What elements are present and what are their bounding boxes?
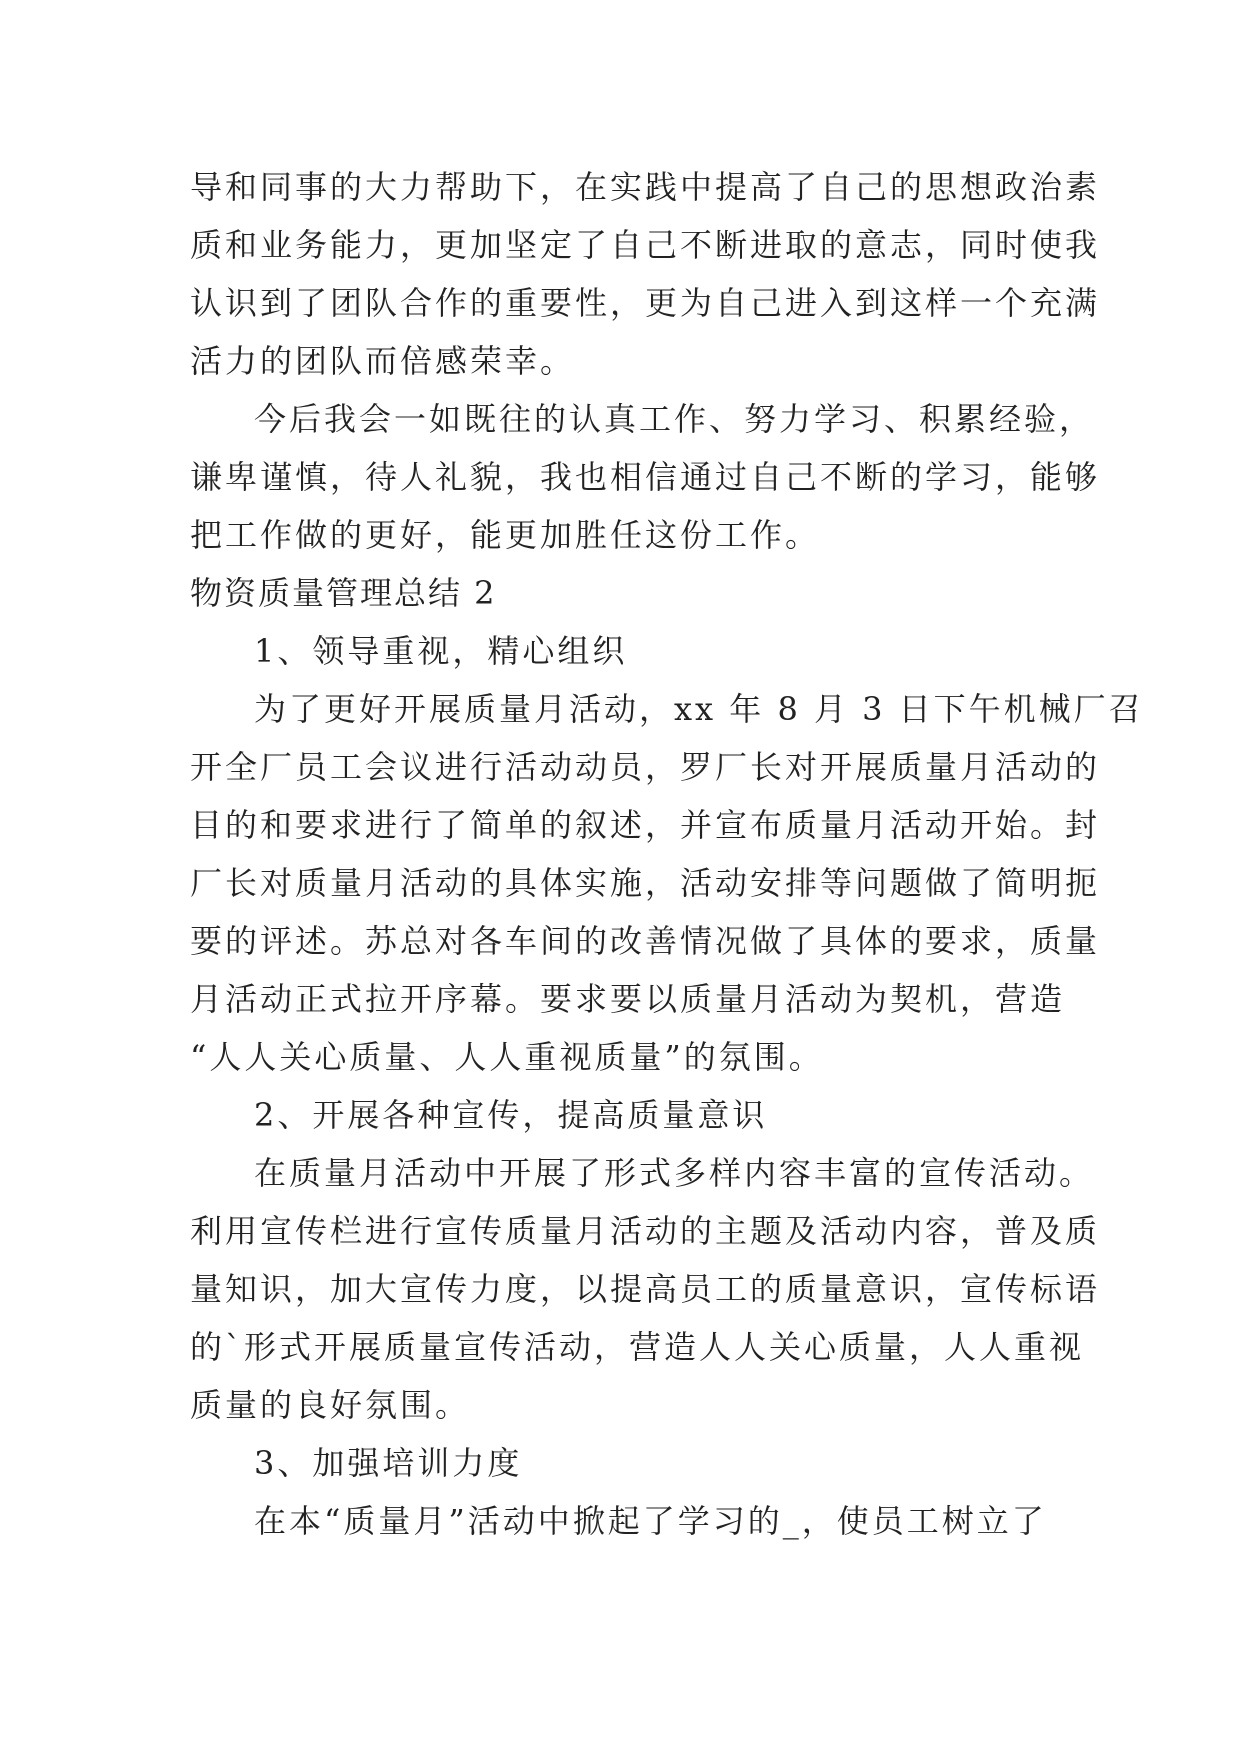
paragraph-line: 月活动正式拉开序幕。要求要以质量月活动为契机，营造 [190,980,1066,1018]
section-title: 物资质量管理总结 2 [190,574,497,612]
paragraph-line: 的`形式开展质量宣传活动，营造人人关心质量，人人重视 [190,1328,1085,1366]
paragraph-line: 谦卑谨慎，待人礼貌，我也相信通过自己不断的学习，能够 [190,458,1101,496]
paragraph-line: 要的评述。苏总对各车间的改善情况做了具体的要求，质量 [190,922,1101,960]
document-body [190,158,1144,1550]
paragraph-line: 为了更好开展质量月活动，xx 年 8 月 3 日下午机械厂召 [254,690,1144,728]
paragraph-line: 开全厂员工会议进行活动动员，罗厂长对开展质量月活动的 [190,748,1101,786]
section-heading: 3、加强培训力度 [254,1444,523,1482]
paragraph-line: 质量的良好氛围。 [190,1386,471,1424]
paragraph-line: 认识到了团队合作的重要性，更为自己进入到这样一个充满 [190,284,1101,322]
paragraph-line: “人人关心质量、人人重视质量”的氛围。 [190,1038,824,1076]
paragraph-line: 活力的团队而倍感荣幸。 [190,342,576,380]
paragraph-line: 利用宣传栏进行宣传质量月活动的主题及活动内容，普及质 [190,1212,1101,1250]
section-heading: 2、开展各种宣传，提高质量意识 [254,1096,768,1134]
paragraph-line: 厂长对质量月活动的具体实施，活动安排等问题做了简明扼 [190,864,1101,902]
paragraph-line: 质和业务能力，更加坚定了自己不断进取的意志，同时使我 [190,226,1101,264]
paragraph-line: 在质量月活动中开展了形式多样内容丰富的宣传活动。 [254,1154,1095,1192]
paragraph-line: 导和同事的大力帮助下，在实践中提高了自己的思想政治素 [190,168,1101,206]
paragraph-line: 目的和要求进行了简单的叙述，并宣布质量月活动开始。封 [190,806,1101,844]
paragraph-line: 今后我会一如既往的认真工作、努力学习、积累经验， [254,400,1095,438]
section-heading: 1、领导重视，精心组织 [254,632,628,670]
paragraph-line: 量知识，加大宣传力度，以提高员工的质量意识，宣传标语 [190,1270,1101,1308]
paragraph-line: 把工作做的更好，能更加胜任这份工作。 [190,516,821,554]
paragraph-line: 在本“质量月”活动中掀起了学习的_，使员工树立了 [254,1502,1047,1540]
